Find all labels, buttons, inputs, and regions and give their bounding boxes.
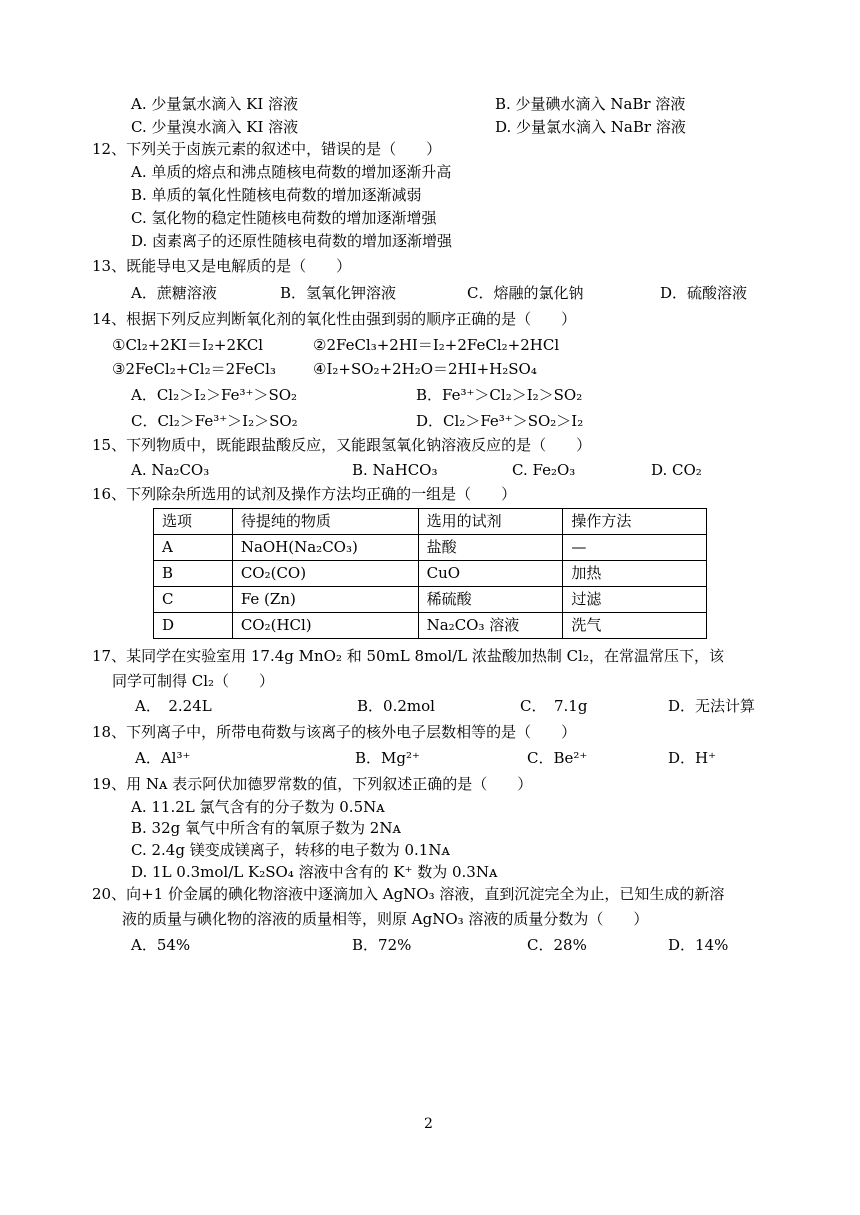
- table-cell: CuO: [418, 561, 563, 587]
- q19-option-a: A. 11.2L 氯气含有的分子数为 0.5Nᴀ: [131, 798, 385, 816]
- q11-option-a: A. 少量氯水滴入 KI 溶液: [131, 95, 299, 113]
- q19-option-c: C. 2.4g 镁变成镁离子，转移的电子数为 0.1Nᴀ: [131, 841, 450, 859]
- table-row: [154, 535, 707, 561]
- q20-stem-line1: 20、向+1 价金属的碘化物溶液中逐滴加入 AgNO₃ 溶液，直到沉淀完全为止，已知生成的新溶: [92, 885, 725, 903]
- q13-option-c: C．熔融的氯化钠: [467, 284, 584, 302]
- q11-option-d: D. 少量氯水滴入 NaBr 溶液: [495, 118, 686, 136]
- q14-reaction-3: ③2FeCl₂+Cl₂＝2FeCl₃: [112, 360, 276, 378]
- q17-stem-line1: 17、某同学在实验室用 17.4g MnO₂ 和 50mL 8mol/L 浓盐酸加热制 Cl₂，在常温常压下，该: [92, 647, 724, 665]
- q17-option-c: C． 7.1g: [520, 697, 588, 715]
- q12-stem: 12、下列关于卤族元素的叙述中，错误的是（ ）: [92, 140, 442, 158]
- q15-option-a: A. Na₂CO₃: [131, 461, 210, 479]
- q14-reaction-4: ④I₂+SO₂+2H₂O＝2HI+H₂SO₄: [313, 360, 537, 378]
- table-cell: 过滤: [563, 587, 707, 613]
- table-header-cell: 操作方法: [563, 509, 707, 535]
- table-row: [154, 561, 707, 587]
- q18-option-c: C．Be²⁺: [527, 749, 588, 767]
- table-cell: CO₂(HCl): [232, 613, 418, 639]
- table-header-cell: 选用的试剂: [418, 509, 563, 535]
- q14-option-d: D．Cl₂＞Fe³⁺＞SO₂＞I₂: [416, 412, 584, 430]
- q15-option-c: C. Fe₂O₃: [512, 461, 576, 479]
- table-cell: 加热: [563, 561, 707, 587]
- table-cell: C: [154, 587, 233, 613]
- q17-stem-line2: 同学可制得 Cl₂（ ）: [112, 672, 275, 690]
- q13-option-b: B．氢氧化钾溶液: [280, 284, 397, 302]
- q14-stem: 14、根据下列反应判断氧化剂的氧化性由强到弱的顺序正确的是（ ）: [92, 310, 577, 328]
- q18-option-a: A．Al³⁺: [135, 749, 191, 767]
- table-cell: A: [154, 535, 233, 561]
- table-cell: D: [154, 613, 233, 639]
- q19-option-b: B. 32g 氧气中所含有的氧原子数为 2Nᴀ: [131, 819, 401, 837]
- table-cell: NaOH(Na₂CO₃): [232, 535, 418, 561]
- q16-table: [153, 508, 707, 639]
- table-header-row: [154, 509, 707, 535]
- table-cell: Na₂CO₃ 溶液: [418, 613, 563, 639]
- q17-option-b: B．0.2mol: [357, 697, 435, 715]
- q20-option-d: D．14%: [668, 936, 729, 954]
- q18-option-b: B．Mg²⁺: [355, 749, 420, 767]
- q14-reaction-2: ②2FeCl₃+2HI＝I₂+2FeCl₂+2HCl: [313, 336, 560, 354]
- q14-reaction-1: ①Cl₂+2KI＝I₂+2KCl: [112, 336, 264, 354]
- q17-option-d: D．无法计算: [668, 697, 756, 715]
- q15-stem: 15、下列物质中，既能跟盐酸反应，又能跟氢氧化钠溶液反应的是（ ）: [92, 436, 592, 454]
- table-row: [154, 587, 707, 613]
- q18-option-d: D．H⁺: [668, 749, 717, 767]
- table-cell: Fe (Zn): [232, 587, 418, 613]
- table-cell: CO₂(CO): [232, 561, 418, 587]
- q13-option-a: A．蔗糖溶液: [131, 284, 217, 302]
- q12-option-c: C. 氢化物的稳定性随核电荷数的增加逐渐增强: [131, 209, 437, 227]
- table-cell: B: [154, 561, 233, 587]
- q11-option-b: B. 少量碘水滴入 NaBr 溶液: [495, 95, 686, 113]
- table-cell: —: [563, 535, 707, 561]
- q20-option-c: C．28%: [527, 936, 587, 954]
- table-header-cell: 待提纯的物质: [232, 509, 418, 535]
- q15-option-d: D. CO₂: [651, 461, 702, 479]
- q12-option-b: B. 单质的氧化性随核电荷数的增加逐渐减弱: [131, 186, 422, 204]
- q20-option-b: B．72%: [352, 936, 412, 954]
- q14-option-a: A．Cl₂＞I₂＞Fe³⁺＞SO₂: [131, 386, 298, 404]
- table-header-cell: 选项: [154, 509, 233, 535]
- table-cell: 稀硫酸: [418, 587, 563, 613]
- q11-option-c: C. 少量溴水滴入 KI 溶液: [131, 118, 299, 136]
- q16-stem: 16、下列除杂所选用的试剂及操作方法均正确的一组是（ ）: [92, 485, 517, 503]
- q17-option-a: A． 2.24L: [135, 697, 212, 715]
- q20-stem-line2: 液的质量与碘化物的溶液的质量相等，则原 AgNO₃ 溶液的质量分数为（ ）: [122, 910, 649, 928]
- q13-option-d: D．硫酸溶液: [660, 284, 748, 302]
- q13-stem: 13、既能导电又是电解质的是（ ）: [92, 257, 352, 275]
- q12-option-a: A. 单质的熔点和沸点随核电荷数的增加逐渐升高: [131, 163, 452, 181]
- q19-option-d: D. 1L 0.3mol/L K₂SO₄ 溶液中含有的 K⁺ 数为 0.3Nᴀ: [131, 863, 498, 881]
- table-row: [154, 613, 707, 639]
- q20-option-a: A．54%: [131, 936, 191, 954]
- q18-stem: 18、下列离子中，所带电荷数与该离子的核外电子层数相等的是（ ）: [92, 723, 577, 741]
- q15-option-b: B. NaHCO₃: [352, 461, 438, 479]
- q19-stem: 19、用 Nᴀ 表示阿伏加德罗常数的值，下列叙述正确的是（ ）: [92, 775, 533, 793]
- page-number: 2: [424, 1116, 433, 1132]
- table-cell: 洗气: [563, 613, 707, 639]
- q12-option-d: D. 卤素离子的还原性随核电荷数的增加逐渐增强: [131, 232, 453, 250]
- q14-option-b: B．Fe³⁺＞Cl₂＞I₂＞SO₂: [416, 386, 583, 404]
- q14-option-c: C．Cl₂＞Fe³⁺＞I₂＞SO₂: [131, 412, 298, 430]
- table-cell: 盐酸: [418, 535, 563, 561]
